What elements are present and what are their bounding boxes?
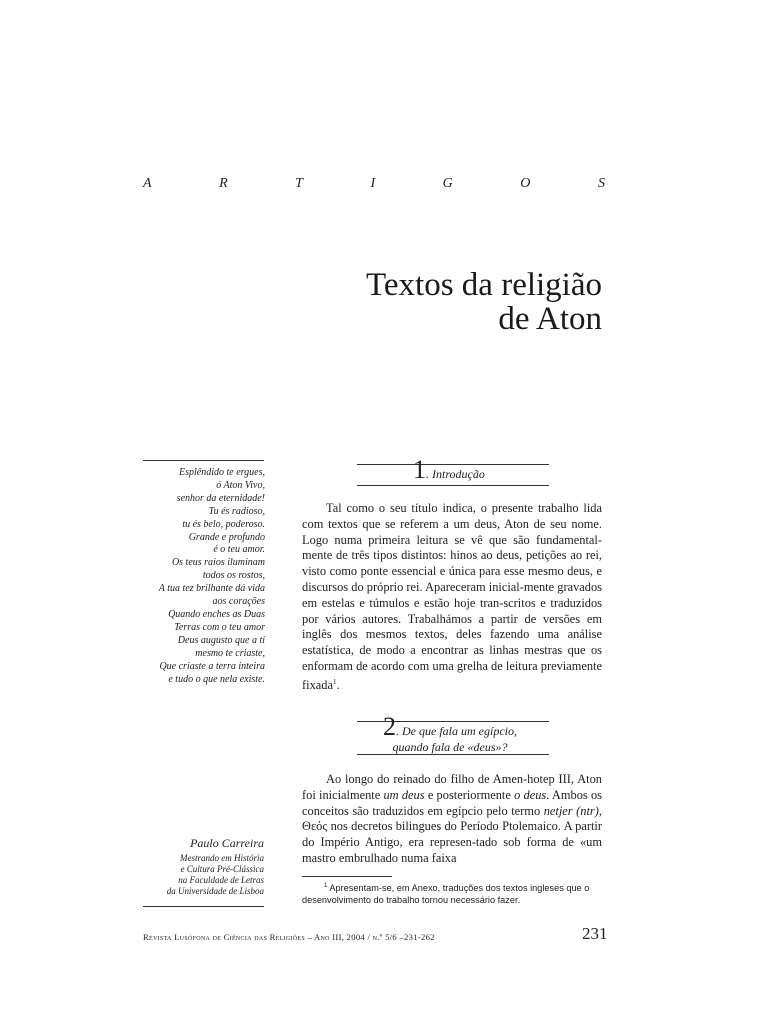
text-run: e posteriormente: [424, 787, 515, 802]
paragraph-1: Tal como o seu título indica, o presente trabalho lida com textos que se referem a um deus, Aton de seu nome. Logo numa primeira leitura se vê que são fundamental-mente de três tipos distintos: hinos ao deus, petições ao rei, visto como ponte essencial e única para esse mesmo deus, e discursos do próprio rei. Apareceram inicial-mente gravados em estelas e túmulos e estão hoje tran-scritos e traduzidos por vários autores. Trabalhámos a partir de versões em inglês dos mesmos textos, deles fazendo uma análise estatística, de modo a encontrar as linhas mestras que os enformam de acordo com uma grelha de leitura previamente fixada$^1$.: [302, 501, 602, 692]
poem-line: Os teus raios iluminam: [171, 557, 265, 569]
italic-term: um deus: [383, 787, 425, 802]
section-label: [143, 176, 605, 192]
poem-line: senhor da eternidade!: [176, 492, 265, 504]
heading-2-text-line-1: . De que fala um egípcio,: [396, 724, 517, 738]
text-run: . Ambos os conceitos são traduzidos em egípcio pelo termo: [302, 787, 602, 818]
poem-line: aos corações: [212, 596, 265, 608]
page-number: 231: [582, 924, 608, 943]
affiliation-line: da Universidade de Lisboa: [166, 886, 264, 896]
footnote-divider: [302, 876, 392, 877]
affiliation-line: e Cultura Pré-Clássica: [180, 864, 264, 874]
poem-line: mesmo te criaste,: [195, 647, 265, 659]
text-run: , Θεός nos decretos bilingues do Período Ptolemaico. A partir do Império Antigo, era represen-tado sob forma de «um mastro embrulhado numa faixa: [302, 803, 602, 865]
text-run: Ao longo do reinado do filho de Amen-hotep III, Aton foi inicialmente: [302, 772, 602, 802]
poem-line: Que criaste a terra inteira: [159, 660, 265, 672]
affiliation-line: na Faculdade de Letras: [178, 875, 264, 885]
section-letter: R: [219, 176, 228, 191]
footnote-mark: 1: [324, 883, 328, 889]
poem-divider: [143, 460, 264, 461]
paragraph-1-text: Tal como o seu título indica, o presente trabalho lida com textos que se referem a um deus, Aton de seu nome. Logo numa primeira leitura se vê que são fundamental-mente de três tipos distintos: hinos ao deus, petições ao rei, visto como ponte essencial e única para esse mesmo deus, e discursos do próprio rei. Apareceram inicial-mente gravados em estelas e túmulos e estão hoje tran-scritos e traduzidos por vários autores. Trabalhámos a partir de versões em inglês dos mesmos textos, deles fazendo uma análise estatística, de modo a encontrar as linhas mestras que os enformam de acordo com uma grelha de leitura previamente fixada: [302, 501, 602, 692]
author-affiliation: [130, 853, 264, 897]
section-letter: G: [442, 176, 453, 191]
section-letter: O: [520, 176, 531, 191]
journal-citation: Revista Lusófona de Ciência das Religiões – Ano III, 2004 / n.º 5/6 –231-262: [143, 932, 435, 942]
poem-line: tu és belo, poderoso.: [182, 518, 265, 530]
section-letter: A: [143, 176, 152, 191]
poem-line: Deus augusto que a ti: [177, 634, 265, 646]
poem-line: ó Aton Vivo,: [216, 479, 265, 491]
heading-2: [380, 714, 520, 755]
title-line-2: de Aton: [498, 301, 602, 337]
footnote-text: Apresentam-se, em Anexo, traduções dos textos ingleses que o desenvolvimento do trabalho tornou necessário fazer.: [302, 883, 590, 906]
footnote-ref: 1: [332, 677, 337, 686]
heading-2-rule-bottom: [357, 754, 549, 755]
poem-line: Terras com o teu amor: [174, 621, 265, 633]
heading-1-text: . Introdução: [426, 467, 485, 481]
poem-line: todos os rostos,: [202, 570, 265, 582]
author-name: Paulo Carreira: [190, 836, 264, 850]
poem-line: Tu és radioso,: [208, 505, 265, 517]
title-line-1: Textos da religião: [366, 267, 602, 303]
heading-2-number: 2: [383, 712, 396, 741]
heading-1-number: 1: [413, 455, 426, 484]
poem-line: A tua tez brilhante dá vida: [158, 583, 265, 595]
poem-epigraph: [130, 467, 265, 686]
heading-1-rule-bottom: [357, 485, 549, 486]
poem-line: Grande e profundo: [188, 531, 265, 543]
heading-1: [413, 457, 485, 483]
poem-line: e tudo o que nela existe.: [168, 673, 265, 685]
heading-2-text-line-2: quando fala de «deus»?: [392, 740, 508, 754]
article-title: [366, 268, 602, 336]
section-letter: S: [597, 176, 605, 191]
italic-term: netjer (ntr): [543, 803, 599, 818]
italic-term: o deus: [514, 787, 547, 802]
section-letter: T: [295, 176, 303, 191]
section-letter: I: [370, 176, 376, 191]
author-divider: [143, 906, 264, 907]
poem-line: é o teu amor.: [213, 544, 265, 556]
poem-line: Quando enches as Duas: [168, 608, 265, 620]
paragraph-2: [302, 772, 602, 867]
poem-line: Esplêndido te ergues,: [178, 467, 265, 478]
footnote: [302, 880, 602, 906]
affiliation-line: Mestrando em História: [180, 853, 264, 863]
